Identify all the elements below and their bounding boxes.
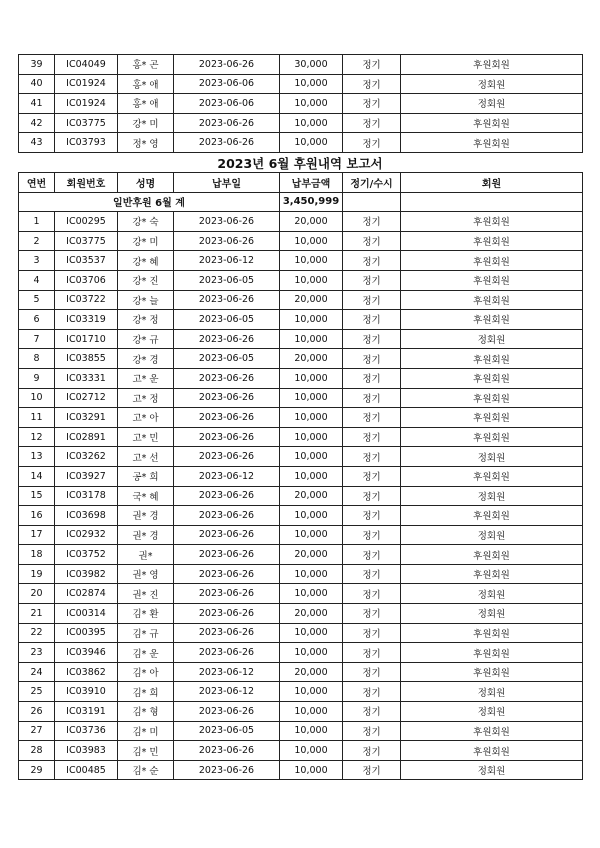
table-row (19, 545, 583, 565)
cell-member-class: 후원회원 (401, 231, 583, 251)
cell-no: 21 (19, 604, 55, 624)
cell-no: 17 (19, 525, 55, 545)
table-row (19, 113, 583, 133)
cell-member-id: IC03706 (55, 270, 118, 290)
cell-name: 권* 진 (118, 584, 174, 604)
cell-name: 홍* 애 (118, 74, 174, 94)
cell-member-id: IC03736 (55, 721, 118, 741)
cell-type: 정기 (343, 702, 401, 722)
cell-member-class: 후원회원 (401, 251, 583, 271)
cell-amount: 10,000 (280, 682, 343, 702)
cell-name: 김* 민 (118, 741, 174, 761)
cell-date: 2023-06-26 (174, 623, 280, 643)
cell-date: 2023-06-26 (174, 408, 280, 428)
cell-type: 정기 (343, 329, 401, 349)
cell-date: 2023-06-05 (174, 310, 280, 330)
table-row (19, 290, 583, 310)
table-row (19, 368, 583, 388)
cell-member-class: 후원회원 (401, 212, 583, 232)
cell-type: 정기 (343, 643, 401, 663)
cell-member-id: IC03752 (55, 545, 118, 565)
cell-amount: 10,000 (280, 721, 343, 741)
cell-member-class: 정회원 (401, 702, 583, 722)
cell-amount: 20,000 (280, 662, 343, 682)
summary-total: 3,450,999 (280, 192, 343, 212)
summary-label: 일반후원 6월 계 (19, 192, 280, 212)
cell-type: 정기 (343, 113, 401, 133)
donation-table (18, 172, 583, 780)
cell-name: 국* 혜 (118, 486, 174, 506)
table-row (19, 427, 583, 447)
cell-date: 2023-06-05 (174, 721, 280, 741)
cell-amount: 10,000 (280, 270, 343, 290)
cell-date: 2023-06-26 (174, 604, 280, 624)
table-row (19, 388, 583, 408)
cell-amount: 20,000 (280, 486, 343, 506)
cell-member-id: IC03910 (55, 682, 118, 702)
cell-member-class: 후원회원 (401, 113, 583, 133)
cell-type: 정기 (343, 741, 401, 761)
cell-member-class: 후원회원 (401, 741, 583, 761)
cell-amount: 10,000 (280, 702, 343, 722)
cell-member-class: 후원회원 (401, 349, 583, 369)
cell-date: 2023-06-12 (174, 682, 280, 702)
cell-name: 김* 환 (118, 604, 174, 624)
cell-date: 2023-06-26 (174, 486, 280, 506)
cell-no: 25 (19, 682, 55, 702)
cell-type: 정기 (343, 368, 401, 388)
cell-date: 2023-06-26 (174, 212, 280, 232)
cell-type: 정기 (343, 506, 401, 526)
cell-name: 강* 숙 (118, 212, 174, 232)
cell-name: 고* 아 (118, 408, 174, 428)
cell-no: 41 (19, 94, 55, 114)
cell-name: 김* 순 (118, 760, 174, 780)
cell-name: 홍* 곤 (118, 55, 174, 75)
cell-name: 강* 미 (118, 113, 174, 133)
cell-member-class: 후원회원 (401, 290, 583, 310)
cell-name: 김* 미 (118, 721, 174, 741)
cell-member-class: 정회원 (401, 584, 583, 604)
cell-date: 2023-06-26 (174, 525, 280, 545)
table-row (19, 584, 583, 604)
cell-date: 2023-06-12 (174, 466, 280, 486)
table-row (19, 231, 583, 251)
cell-no: 27 (19, 721, 55, 741)
cell-amount: 10,000 (280, 427, 343, 447)
cell-date: 2023-06-12 (174, 251, 280, 271)
cell-no: 22 (19, 623, 55, 643)
cell-date: 2023-06-26 (174, 388, 280, 408)
table-row (19, 682, 583, 702)
cell-member-id: IC03331 (55, 368, 118, 388)
cell-date: 2023-06-26 (174, 231, 280, 251)
table-row (19, 741, 583, 761)
cell-member-id: IC03262 (55, 447, 118, 467)
cell-no: 2 (19, 231, 55, 251)
cell-date: 2023-06-26 (174, 368, 280, 388)
cell-amount: 10,000 (280, 741, 343, 761)
table-row (19, 721, 583, 741)
cell-name: 고* 민 (118, 427, 174, 447)
cell-name: 권* (118, 545, 174, 565)
cell-amount: 10,000 (280, 506, 343, 526)
cell-type: 정기 (343, 682, 401, 702)
cell-member-class: 정회원 (401, 525, 583, 545)
cell-member-class: 후원회원 (401, 368, 583, 388)
previous-page-rows (19, 55, 583, 153)
cell-date: 2023-06-26 (174, 290, 280, 310)
cell-member-id: IC02874 (55, 584, 118, 604)
summary-empty-cell (401, 192, 583, 212)
cell-date: 2023-06-06 (174, 94, 280, 114)
cell-member-id: IC02932 (55, 525, 118, 545)
cell-name: 고* 운 (118, 368, 174, 388)
cell-type: 정기 (343, 545, 401, 565)
cell-no: 5 (19, 290, 55, 310)
cell-date: 2023-06-26 (174, 741, 280, 761)
cell-type: 정기 (343, 290, 401, 310)
table-row (19, 212, 583, 232)
cell-name: 강* 늘 (118, 290, 174, 310)
cell-type: 정기 (343, 564, 401, 584)
cell-member-id: IC03698 (55, 506, 118, 526)
cell-amount: 10,000 (280, 113, 343, 133)
cell-amount: 10,000 (280, 251, 343, 271)
cell-no: 7 (19, 329, 55, 349)
cell-amount: 10,000 (280, 310, 343, 330)
cell-amount: 10,000 (280, 231, 343, 251)
cell-name: 권* 경 (118, 506, 174, 526)
cell-type: 정기 (343, 584, 401, 604)
cell-name: 강* 경 (118, 349, 174, 369)
cell-name: 김* 형 (118, 702, 174, 722)
header-amount: 납부금액 (280, 173, 343, 193)
cell-name: 권* 영 (118, 564, 174, 584)
cell-no: 26 (19, 702, 55, 722)
cell-name: 정* 영 (118, 133, 174, 153)
report-title: 2023년 6월 후원내역 보고서 (217, 156, 383, 171)
cell-amount: 10,000 (280, 368, 343, 388)
cell-type: 정기 (343, 447, 401, 467)
cell-member-id: IC02891 (55, 427, 118, 447)
cell-amount: 20,000 (280, 290, 343, 310)
cell-member-class: 정회원 (401, 760, 583, 780)
cell-no: 29 (19, 760, 55, 780)
table-row (19, 525, 583, 545)
cell-amount: 10,000 (280, 94, 343, 114)
cell-type: 정기 (343, 427, 401, 447)
table-row (19, 643, 583, 663)
cell-type: 정기 (343, 604, 401, 624)
cell-amount: 10,000 (280, 760, 343, 780)
cell-no: 1 (19, 212, 55, 232)
cell-no: 28 (19, 741, 55, 761)
cell-amount: 10,000 (280, 623, 343, 643)
table-row (19, 760, 583, 780)
cell-date: 2023-06-26 (174, 55, 280, 75)
cell-no: 14 (19, 466, 55, 486)
cell-no: 11 (19, 408, 55, 428)
table-row (19, 447, 583, 467)
cell-type: 정기 (343, 349, 401, 369)
table-header-row (19, 173, 583, 193)
cell-member-id: IC03793 (55, 133, 118, 153)
cell-member-class: 정회원 (401, 94, 583, 114)
cell-member-class: 후원회원 (401, 55, 583, 75)
cell-type: 정기 (343, 388, 401, 408)
cell-member-class: 후원회원 (401, 270, 583, 290)
cell-member-class: 정회원 (401, 486, 583, 506)
cell-member-class: 후원회원 (401, 564, 583, 584)
cell-member-id: IC01710 (55, 329, 118, 349)
table-row (19, 604, 583, 624)
cell-amount: 10,000 (280, 564, 343, 584)
cell-name: 김* 규 (118, 623, 174, 643)
cell-member-id: IC03946 (55, 643, 118, 663)
cell-name: 고* 선 (118, 447, 174, 467)
cell-date: 2023-06-05 (174, 270, 280, 290)
cell-amount: 10,000 (280, 447, 343, 467)
header-no: 연번 (19, 173, 55, 193)
cell-type: 정기 (343, 721, 401, 741)
cell-name: 홍* 애 (118, 94, 174, 114)
summary-row (19, 192, 583, 212)
cell-no: 40 (19, 74, 55, 94)
cell-date: 2023-06-26 (174, 447, 280, 467)
header-type: 정기/수시 (343, 173, 401, 193)
cell-type: 정기 (343, 408, 401, 428)
cell-amount: 10,000 (280, 525, 343, 545)
cell-date: 2023-06-26 (174, 545, 280, 565)
cell-no: 8 (19, 349, 55, 369)
summary-empty-cell (343, 192, 401, 212)
cell-name: 김* 운 (118, 643, 174, 663)
table-row (19, 506, 583, 526)
cell-amount: 10,000 (280, 133, 343, 153)
cell-member-class: 후원회원 (401, 506, 583, 526)
cell-type: 정기 (343, 466, 401, 486)
cell-member-id: IC03775 (55, 113, 118, 133)
cell-no: 19 (19, 564, 55, 584)
cell-amount: 20,000 (280, 545, 343, 565)
cell-date: 2023-06-26 (174, 506, 280, 526)
cell-member-id: IC00295 (55, 212, 118, 232)
cell-date: 2023-06-06 (174, 74, 280, 94)
table-row (19, 623, 583, 643)
cell-member-class: 후원회원 (401, 133, 583, 153)
cell-member-id: IC01924 (55, 74, 118, 94)
cell-member-class: 후원회원 (401, 662, 583, 682)
cell-date: 2023-06-26 (174, 113, 280, 133)
cell-member-id: IC03319 (55, 310, 118, 330)
cell-name: 강* 진 (118, 270, 174, 290)
cell-no: 9 (19, 368, 55, 388)
cell-name: 강* 정 (118, 310, 174, 330)
table-row (19, 251, 583, 271)
cell-no: 10 (19, 388, 55, 408)
cell-name: 김* 아 (118, 662, 174, 682)
table-row (19, 74, 583, 94)
cell-type: 정기 (343, 623, 401, 643)
cell-member-class: 후원회원 (401, 623, 583, 643)
cell-no: 15 (19, 486, 55, 506)
cell-member-id: IC03855 (55, 349, 118, 369)
cell-name: 강* 규 (118, 329, 174, 349)
cell-member-class: 후원회원 (401, 643, 583, 663)
cell-type: 정기 (343, 94, 401, 114)
cell-date: 2023-06-26 (174, 564, 280, 584)
cell-type: 정기 (343, 760, 401, 780)
cell-no: 12 (19, 427, 55, 447)
cell-no: 13 (19, 447, 55, 467)
cell-no: 42 (19, 113, 55, 133)
cell-date: 2023-06-12 (174, 662, 280, 682)
cell-name: 강* 혜 (118, 251, 174, 271)
table-row (19, 349, 583, 369)
cell-member-class: 정회원 (401, 74, 583, 94)
cell-type: 정기 (343, 525, 401, 545)
cell-member-class: 후원회원 (401, 466, 583, 486)
cell-type: 정기 (343, 310, 401, 330)
cell-name: 공* 희 (118, 466, 174, 486)
table-row (19, 702, 583, 722)
table-row (19, 564, 583, 584)
cell-member-class: 정회원 (401, 447, 583, 467)
cell-member-class: 후원회원 (401, 408, 583, 428)
header-date: 납부일 (174, 173, 280, 193)
cell-member-class: 정회원 (401, 604, 583, 624)
cell-member-class: 후원회원 (401, 310, 583, 330)
cell-no: 23 (19, 643, 55, 663)
table-row (19, 486, 583, 506)
table-row (19, 270, 583, 290)
cell-no: 39 (19, 55, 55, 75)
previous-page-table (18, 54, 583, 153)
cell-member-class: 후원회원 (401, 721, 583, 741)
cell-no: 3 (19, 251, 55, 271)
cell-type: 정기 (343, 231, 401, 251)
cell-type: 정기 (343, 251, 401, 271)
table-row (19, 94, 583, 114)
cell-no: 6 (19, 310, 55, 330)
cell-type: 정기 (343, 55, 401, 75)
cell-amount: 10,000 (280, 408, 343, 428)
cell-amount: 10,000 (280, 74, 343, 94)
cell-type: 정기 (343, 133, 401, 153)
cell-member-class: 후원회원 (401, 545, 583, 565)
cell-member-id: IC03291 (55, 408, 118, 428)
donation-rows (19, 212, 583, 780)
cell-member-id: IC03982 (55, 564, 118, 584)
header-name: 성명 (118, 173, 174, 193)
cell-member-class: 후원회원 (401, 427, 583, 447)
cell-no: 20 (19, 584, 55, 604)
cell-no: 43 (19, 133, 55, 153)
cell-member-class: 정회원 (401, 682, 583, 702)
cell-amount: 10,000 (280, 584, 343, 604)
cell-type: 정기 (343, 74, 401, 94)
cell-member-id: IC03927 (55, 466, 118, 486)
table-row (19, 310, 583, 330)
cell-member-id: IC04049 (55, 55, 118, 75)
table-row (19, 408, 583, 428)
cell-member-class: 정회원 (401, 329, 583, 349)
cell-amount: 20,000 (280, 349, 343, 369)
cell-member-id: IC03862 (55, 662, 118, 682)
cell-member-id: IC03537 (55, 251, 118, 271)
cell-type: 정기 (343, 662, 401, 682)
cell-member-id: IC01924 (55, 94, 118, 114)
cell-type: 정기 (343, 486, 401, 506)
cell-date: 2023-06-26 (174, 133, 280, 153)
cell-amount: 20,000 (280, 212, 343, 232)
header-member-class: 회원 (401, 173, 583, 193)
cell-member-id: IC03178 (55, 486, 118, 506)
cell-member-id: IC03983 (55, 741, 118, 761)
table-row (19, 329, 583, 349)
cell-member-id: IC00395 (55, 623, 118, 643)
header-member-id: 회원번호 (55, 173, 118, 193)
cell-date: 2023-06-26 (174, 329, 280, 349)
cell-date: 2023-06-26 (174, 427, 280, 447)
cell-amount: 10,000 (280, 643, 343, 663)
cell-no: 16 (19, 506, 55, 526)
cell-date: 2023-06-05 (174, 349, 280, 369)
cell-date: 2023-06-26 (174, 702, 280, 722)
cell-no: 18 (19, 545, 55, 565)
cell-member-id: IC02712 (55, 388, 118, 408)
table-row (19, 466, 583, 486)
cell-name: 강* 미 (118, 231, 174, 251)
table-row (19, 133, 583, 153)
cell-no: 4 (19, 270, 55, 290)
cell-amount: 20,000 (280, 604, 343, 624)
cell-type: 정기 (343, 212, 401, 232)
cell-member-id: IC00485 (55, 760, 118, 780)
cell-member-class: 후원회원 (401, 388, 583, 408)
cell-date: 2023-06-26 (174, 760, 280, 780)
cell-amount: 10,000 (280, 466, 343, 486)
cell-amount: 30,000 (280, 55, 343, 75)
table-row (19, 662, 583, 682)
cell-name: 김* 희 (118, 682, 174, 702)
cell-date: 2023-06-26 (174, 643, 280, 663)
cell-amount: 10,000 (280, 329, 343, 349)
cell-member-id: IC03722 (55, 290, 118, 310)
cell-member-id: IC00314 (55, 604, 118, 624)
cell-member-id: IC03191 (55, 702, 118, 722)
cell-name: 권* 경 (118, 525, 174, 545)
cell-date: 2023-06-26 (174, 584, 280, 604)
cell-amount: 10,000 (280, 388, 343, 408)
cell-member-id: IC03775 (55, 231, 118, 251)
cell-type: 정기 (343, 270, 401, 290)
table-row (19, 55, 583, 75)
cell-name: 고* 정 (118, 388, 174, 408)
cell-no: 24 (19, 662, 55, 682)
